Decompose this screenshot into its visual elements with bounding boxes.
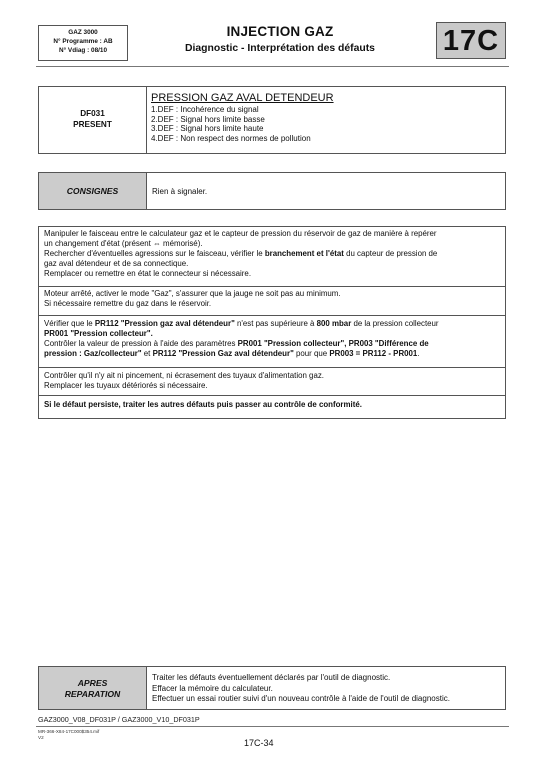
apres-reparation-text	[152, 673, 450, 705]
procedure-line: pression : Gaz/collecteur" et PR112 "Pression Gaz aval détendeur" pour que PR003 = PR112 - PR001.	[44, 349, 420, 359]
header-engine-label: GAZ 3000	[68, 29, 98, 36]
consignes-box	[38, 172, 506, 210]
fault-state: PRESENT	[73, 119, 112, 129]
procedure-line: Remplacer les tuyaux détériorés si nécessaire.	[44, 381, 208, 391]
fault-id-cell	[39, 87, 147, 153]
fault-description	[151, 92, 334, 143]
fault-code: DF031	[80, 109, 105, 118]
procedure-section-wiring	[39, 227, 505, 287]
procedure-line: Si nécessaire remettre du gaz dans le réservoir.	[44, 299, 212, 309]
consignes-label: CONSIGNES	[39, 173, 147, 209]
procedure-line: Contrôler qu'il n'y ait ni pincement, ni écrasement des tuyaux d'alimentation gaz.	[44, 371, 324, 380]
procedure-line: Manipuler le faisceau entre le calculateur gaz et le capteur de pression du réservoir de gaz de manière à repérer	[44, 229, 437, 238]
header-program-label: N° Programme : AB	[53, 38, 113, 46]
fault-item: 1.DEF : Incohérence du signal	[151, 105, 259, 114]
fault-item: 3.DEF : Signal hors limite haute	[151, 124, 264, 134]
page-title: INJECTION GAZ	[226, 24, 334, 39]
procedure-line: Contrôler la valeur de pression à l'aide des paramètres PR001 "Pression collecteur", PR003 "Différence de	[44, 339, 429, 349]
procedure-line: gaz aval détendeur et de sa connectique.	[44, 259, 189, 269]
procedure-line: Remplacer ou remettre en état le connecteur si nécessaire.	[44, 269, 252, 279]
page-subtitle: Diagnostic - Interprétation des défauts	[185, 43, 375, 54]
procedure-line: PR001 "Pression collecteur".	[44, 329, 153, 339]
footer-file-info: MR-366-X84-17C000$354.mif V2	[38, 729, 100, 740]
procedure-section-gas-level	[39, 287, 505, 316]
section-code-badge: 17C	[436, 22, 506, 59]
procedure-line: un changement d'état (présent ⇔ mémorisé).	[44, 239, 203, 249]
procedure-line: Moteur arrêté, activer le mode "Gaz", s'assurer que la jauge ne soit pas au minimum.	[44, 289, 341, 298]
header-divider	[36, 66, 509, 67]
procedure-section-conclusion	[39, 396, 505, 419]
header-info-box	[38, 25, 128, 61]
page-number: 17C-34	[244, 738, 274, 748]
fault-title: PRESSION GAZ AVAL DETENDEUR	[151, 92, 334, 104]
apres-reparation-label: APRES REPARATION	[39, 667, 147, 709]
footer-reference: GAZ3000_V08_DF031P / GAZ3000_V10_DF031P	[38, 715, 200, 724]
apres-reparation-line: Effectuer un essai routier suivi d'un nouveau contrôle à l'aide de l'outil de diagnostic.	[152, 694, 450, 704]
consignes-text: Rien à signaler.	[152, 187, 208, 196]
procedure-section-pressure	[39, 316, 505, 368]
procedure-line: Vérifier que le PR112 "Pression gaz aval détendeur" n'est pas supérieure à 800 mbar de la pression collecteur	[44, 319, 439, 328]
procedure-line: Rechercher d'éventuelles agressions sur le faisceau, vérifier le branchement et l'état du capteur de pression de	[44, 249, 438, 259]
footer-divider	[36, 726, 509, 727]
procedure-line: Si le défaut persiste, traiter les autres défauts puis passer au contrôle de conformité.	[44, 400, 362, 409]
fault-box	[38, 86, 506, 154]
header-vdiag-label: N° Vdiag : 08/10	[58, 47, 108, 55]
fault-item: 4.DEF : Non respect des normes de pollution	[151, 133, 311, 143]
apres-reparation-box	[38, 666, 506, 710]
apres-reparation-line: Effacer la mémoire du calculateur.	[152, 683, 273, 693]
fault-item: 2.DEF : Signal hors limite basse	[151, 114, 265, 124]
procedure-section-hoses	[39, 368, 505, 396]
apres-reparation-line: Traiter les défauts éventuellement déclarés par l'outil de diagnostic.	[152, 673, 391, 682]
procedure-box	[38, 226, 506, 419]
